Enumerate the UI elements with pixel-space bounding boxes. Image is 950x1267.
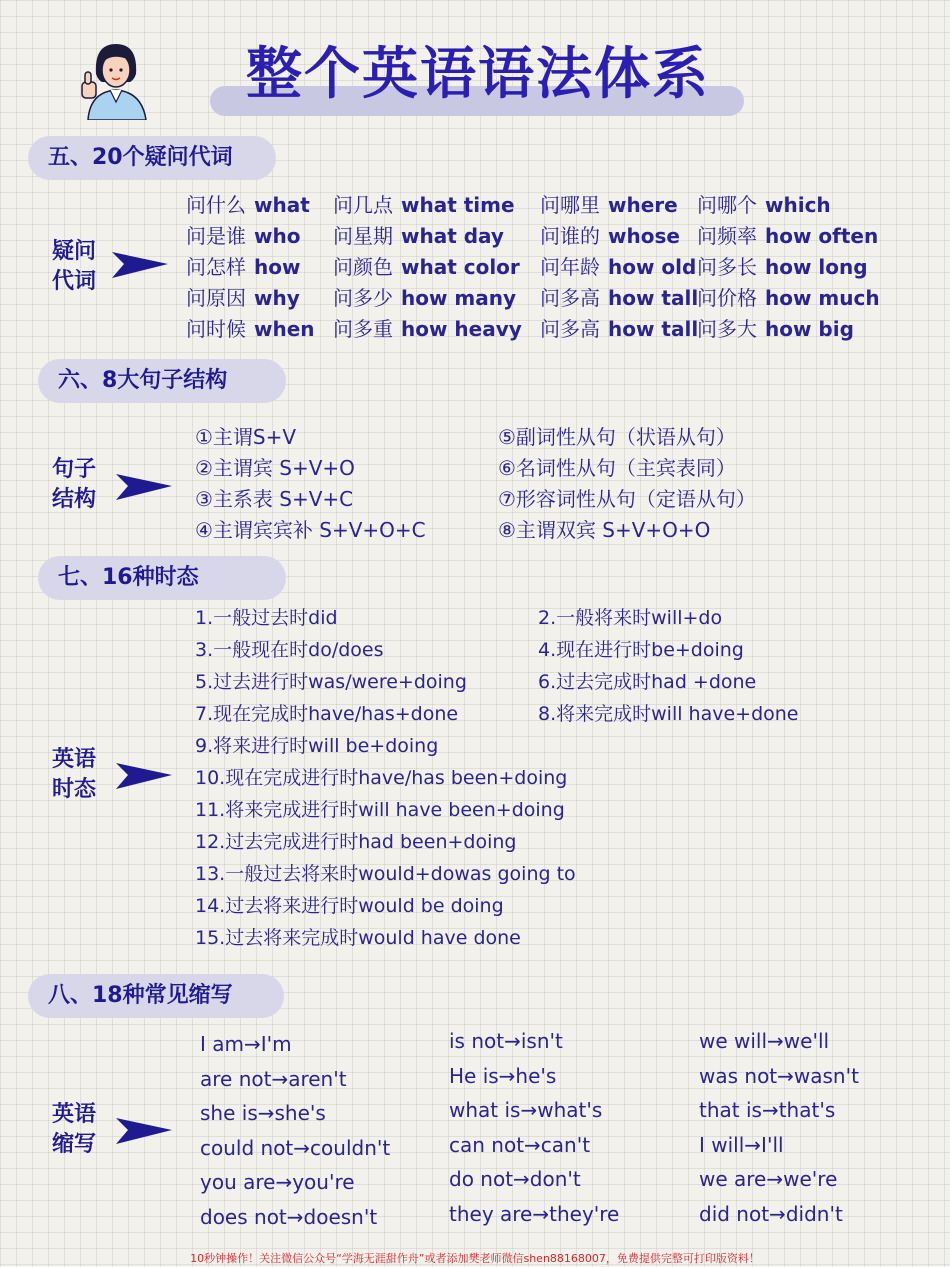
question-word-meaning: 问时候 xyxy=(186,317,246,341)
structure-item: ⑦形容词性从句（定语从句） xyxy=(498,487,756,511)
section-heading-tenses: 七、16种时态 xyxy=(38,556,286,600)
question-word-pair xyxy=(540,283,708,314)
contractions-column-3 xyxy=(699,1024,859,1231)
contraction-item: are not→aren't xyxy=(200,1066,347,1091)
structure-item: ①主谓S+V xyxy=(195,425,297,449)
contraction-item: could not→couldn't xyxy=(200,1135,391,1160)
question-word-english: whose xyxy=(608,224,680,248)
tense-item: 7.现在完成时have/has+done xyxy=(195,703,459,725)
tense-item: 15.过去将来完成时would have done xyxy=(195,927,521,949)
side-label-question-words: 疑问 代词 xyxy=(52,239,97,294)
tense-item: 3.一般现在时do/does xyxy=(195,639,384,661)
structure-item: ④主谓宾宾补 S+V+O+C xyxy=(195,518,426,542)
structure-item: ②主谓宾 S+V+O xyxy=(195,456,355,480)
question-word-pair xyxy=(697,190,841,221)
question-word-meaning: 问星期 xyxy=(333,224,393,248)
question-word-meaning: 问颜色 xyxy=(333,255,393,279)
tense-item: 13.一般过去将来时would+dowas going to xyxy=(195,863,576,885)
page-title: 整个英语语法体系 xyxy=(246,42,710,107)
question-word-english: which xyxy=(765,193,831,217)
contraction-item: do not→don't xyxy=(449,1167,581,1191)
arrow-right-icon xyxy=(114,466,174,506)
contractions-column-1 xyxy=(200,1027,390,1234)
contraction-item: I am→I'm xyxy=(200,1032,292,1056)
tenses-left-column xyxy=(195,602,576,954)
question-word-pair xyxy=(697,221,888,252)
teacher-thumbs-up-icon xyxy=(74,36,158,120)
question-word-pair xyxy=(333,221,514,252)
section-heading-question-words: 五、20个疑问代词 xyxy=(28,136,276,180)
question-word-pair xyxy=(186,190,320,221)
question-word-english: how tall xyxy=(608,317,699,341)
question-word-pair xyxy=(333,252,530,283)
question-word-english: how much xyxy=(765,286,880,310)
question-word-english: how many xyxy=(401,286,517,310)
question-word-meaning: 问年龄 xyxy=(540,255,600,279)
question-word-pair xyxy=(540,314,708,345)
question-word-english: what color xyxy=(401,255,520,279)
question-word-meaning: 问多高 xyxy=(540,317,600,341)
contraction-item: is not→isn't xyxy=(449,1029,563,1053)
question-word-english: where xyxy=(608,193,678,217)
structure-item: ③主系表 S+V+C xyxy=(195,487,354,511)
question-word-pair xyxy=(186,283,310,314)
question-word-pair xyxy=(186,252,310,283)
question-word-meaning: 问原因 xyxy=(186,286,246,310)
contraction-item: that is→that's xyxy=(699,1098,836,1122)
contraction-item: what is→what's xyxy=(449,1098,603,1122)
side-label-tenses: 英语 时态 xyxy=(52,747,97,802)
contraction-item: does not→doesn't xyxy=(200,1204,378,1229)
tense-item: 11.将来完成进行时will have been+doing xyxy=(195,799,565,821)
question-word-meaning: 问哪里 xyxy=(540,193,600,217)
question-word-pair xyxy=(540,221,690,252)
question-word-pair xyxy=(186,221,310,252)
question-word-english: when xyxy=(254,317,315,341)
tense-item: 12.过去完成进行时had been+doing xyxy=(195,831,517,853)
contraction-item: they are→they're xyxy=(449,1201,620,1226)
question-word-meaning: 问几点 xyxy=(333,193,393,217)
question-word-pair xyxy=(333,283,526,314)
section-heading-sentence-structures: 六、8大句子结构 xyxy=(38,359,286,403)
question-word-english: who xyxy=(254,224,301,248)
structure-item: ⑥名词性从句（主宾表同） xyxy=(498,456,736,480)
tense-item: 10.现在完成进行时have/has been+doing xyxy=(195,767,568,789)
question-word-english: what xyxy=(254,193,310,217)
question-word-meaning: 问多长 xyxy=(697,255,757,279)
question-word-pair xyxy=(333,190,525,221)
question-word-meaning: 问频率 xyxy=(697,224,757,248)
tense-item: 14.过去将来进行时would be doing xyxy=(195,895,504,917)
question-word-meaning: 问哪个 xyxy=(697,193,757,217)
question-word-meaning: 问多少 xyxy=(333,286,393,310)
question-word-meaning: 问怎样 xyxy=(186,255,246,279)
question-word-english: how tall xyxy=(608,286,699,310)
arrow-right-icon xyxy=(114,1110,174,1150)
footer-notice: 10秒钟操作！关注微信公众号“学海无涯甜作舟”或者添加樊老师微信shen88168007，免费提供完整可打印版资料！ xyxy=(190,1252,760,1265)
question-word-english: how xyxy=(254,255,301,279)
question-word-pair xyxy=(333,314,532,345)
question-word-pair xyxy=(186,314,325,345)
question-word-meaning: 问谁的 xyxy=(540,224,600,248)
arrow-right-icon xyxy=(114,755,174,795)
structures-right-column xyxy=(498,422,756,546)
question-word-meaning: 问多重 xyxy=(333,317,393,341)
question-word-english: why xyxy=(254,286,300,310)
question-word-meaning: 问是谁 xyxy=(186,224,246,248)
tense-item: 1.一般过去时did xyxy=(195,607,338,629)
question-word-meaning: 问多大 xyxy=(697,317,757,341)
question-word-pair xyxy=(697,314,864,345)
structures-left-column xyxy=(195,422,426,546)
contractions-column-2 xyxy=(449,1024,619,1231)
question-word-english: how long xyxy=(765,255,868,279)
contraction-item: we are→we're xyxy=(699,1167,838,1191)
question-word-english: what time xyxy=(401,193,515,217)
section-heading-contractions: 八、18种常见缩写 xyxy=(28,974,284,1018)
tense-item: 6.过去完成时had +done xyxy=(538,671,757,693)
question-word-pair xyxy=(697,252,878,283)
structure-item: ⑧主谓双宾 S+V+O+O xyxy=(498,518,711,542)
tense-item: 5.过去进行时was/were+doing xyxy=(195,671,467,693)
question-word-english: how big xyxy=(765,317,854,341)
contraction-item: she is→she's xyxy=(200,1101,326,1125)
question-word-pair xyxy=(540,252,706,283)
question-word-pair xyxy=(540,190,688,221)
contraction-item: can not→can't xyxy=(449,1132,591,1157)
question-word-english: how old xyxy=(608,255,697,279)
question-word-meaning: 问多高 xyxy=(540,286,600,310)
tense-item: 9.将来进行时will be+doing xyxy=(195,735,439,757)
structure-item: ⑤副词性从句（状语从句） xyxy=(498,425,736,449)
question-word-meaning: 问价格 xyxy=(697,286,757,310)
question-word-english: how heavy xyxy=(401,317,522,341)
contraction-item: you are→you're xyxy=(200,1170,355,1194)
side-label-contractions: 英语 缩写 xyxy=(52,1102,97,1157)
tense-item: 8.将来完成时will have+done xyxy=(538,703,799,725)
contraction-item: I will→I'll xyxy=(699,1132,784,1157)
arrow-right-icon xyxy=(110,244,170,284)
contraction-item: did not→didn't xyxy=(699,1201,843,1226)
question-word-meaning: 问什么 xyxy=(186,193,246,217)
question-word-english: how often xyxy=(765,224,879,248)
tense-item: 2.一般将来时will+do xyxy=(538,607,723,629)
contraction-item: we will→we'll xyxy=(699,1029,830,1053)
question-word-pair xyxy=(697,283,890,314)
contraction-item: He is→he's xyxy=(449,1063,557,1088)
tenses-right-column xyxy=(538,602,799,730)
side-label-sentence-structures: 句子 结构 xyxy=(52,457,97,512)
question-word-english: what day xyxy=(401,224,504,248)
contraction-item: was not→wasn't xyxy=(699,1063,859,1088)
tense-item: 4.现在进行时be+doing xyxy=(538,639,744,661)
